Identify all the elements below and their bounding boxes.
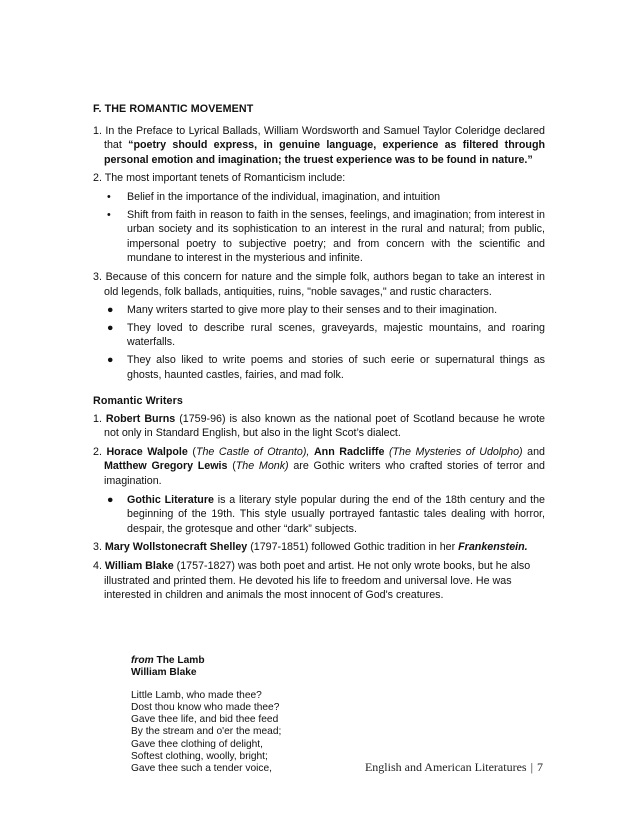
poem-line: By the stream and o'er the mead; bbox=[131, 726, 282, 738]
poem-line: Gave thee such a tender voice, bbox=[131, 763, 273, 775]
page-footer bbox=[365, 760, 543, 775]
list-item bbox=[93, 493, 545, 537]
bullet-icon: ● bbox=[107, 493, 114, 506]
poem-author: William Blake bbox=[131, 667, 197, 679]
writers-traits-list bbox=[93, 303, 545, 382]
list-item bbox=[93, 353, 545, 382]
writer-3-work: Frankenstein. bbox=[458, 541, 528, 554]
writer-4-name: William Blake bbox=[104, 560, 174, 573]
list-item bbox=[93, 303, 545, 318]
paragraph-1-text: 1. In the Preface to Lyrical Ballads, William Wordsworth and Samuel Taylor Coleridge declared that bbox=[93, 124, 545, 152]
writer-3 bbox=[93, 540, 545, 555]
writer-4-text: (1757-1827) was both poet and artist. He not only wrote books, but he also illustrated and printed them. He devoted his life to freedom and universal love. He was interested in children and animals the most innocent of God's creatures. bbox=[104, 560, 531, 602]
bullet-icon: ● bbox=[107, 321, 114, 334]
poem-title bbox=[131, 655, 281, 667]
gothic-list bbox=[93, 493, 545, 537]
writers-heading: Romantic Writers bbox=[93, 395, 183, 408]
writer-2-text: ( bbox=[227, 460, 236, 473]
spacer bbox=[93, 386, 545, 394]
poem-line: Dost thou know who made thee? bbox=[131, 701, 280, 713]
poem-line: Softest clothing, woolly, bright; bbox=[131, 751, 268, 763]
bullet-icon: ● bbox=[107, 353, 114, 366]
tenets-list bbox=[93, 190, 545, 266]
list-item-text: Belief in the importance of the individual, imagination, and intuition bbox=[127, 190, 441, 203]
bullet-icon: • bbox=[107, 208, 111, 221]
list-item-text: They also liked to write poems and stories of such eerie or supernatural things as ghosts, haunted castles, fairies, and mad folk. bbox=[127, 353, 545, 381]
writer-1-name: Robert Burns bbox=[105, 412, 176, 425]
paragraph-1-quote: “poetry should express, in genuine language, experience as filtered through personal emotion and imagination; the truest experience was to be found in nature.” bbox=[104, 139, 546, 166]
writer-2-name-radcliffe: Ann Radcliffe bbox=[313, 445, 385, 458]
poem-line: Little Lamb, who made thee? bbox=[131, 689, 262, 701]
writer-4 bbox=[93, 559, 545, 603]
writer-4-number: 4. bbox=[93, 560, 105, 573]
paragraph-2: 2. The most important tenets of Romanticism include: bbox=[93, 172, 346, 185]
footer-separator: | bbox=[530, 760, 533, 774]
list-item-text: They loved to describe rural scenes, graveyards, majestic mountains, and roaring waterfalls. bbox=[127, 321, 545, 349]
paragraph-3: 3. Because of this concern for nature and the simple folk, authors began to take an interest in old legends, folk ballads, antiquities, ruins, "noble savages," and rustic characters. bbox=[93, 270, 545, 298]
list-item bbox=[93, 321, 545, 350]
poem-from: from bbox=[131, 655, 154, 666]
writer-1 bbox=[93, 412, 545, 441]
poem-excerpt bbox=[131, 655, 281, 776]
list-item-text: Shift from faith in reason to faith in the senses, feelings, and imagination; from interest in urban society and its sophistication to an interest in the rural and natural; from public, impersonal poetry to subjective poetry; and from concern with the scientific and mundane to interest in the mysterious and infinite. bbox=[127, 208, 545, 265]
writer-3-text: (1797-1851) followed Gothic tradition in her bbox=[247, 541, 459, 554]
writer-2-work-udolpho: (The Mysteries of Udolpho) bbox=[384, 445, 523, 458]
bullet-icon: ● bbox=[107, 304, 114, 317]
main-content bbox=[93, 102, 545, 607]
list-item-text: Many writers started to give more play to their senses and to their imagination. bbox=[127, 304, 498, 317]
bullet-icon: • bbox=[107, 190, 111, 203]
list-item bbox=[93, 190, 545, 205]
writer-2-text: ( bbox=[187, 445, 196, 458]
writer-2 bbox=[93, 445, 545, 489]
poem-line: Gave thee clothing of delight, bbox=[131, 738, 263, 750]
poem-title-text: The Lamb bbox=[153, 655, 205, 666]
footer-title: English and American Literatures bbox=[364, 760, 527, 774]
writer-2-text: are Gothic writers who crafted stories of terror and imagination. bbox=[104, 460, 545, 488]
poem-line: Gave thee life, and bid thee feed bbox=[131, 714, 279, 726]
list-item-text: is a literary style popular during the end of the 18th century and the beginning of the 19th. This style usually portrayed fantastic tales dealing with horror, despair, the grotesque and other “dark” subjects. bbox=[127, 493, 546, 535]
writer-2-work-otranto: The Castle of Otranto), bbox=[195, 445, 310, 458]
writer-3-number: 3. bbox=[93, 541, 105, 554]
list-item bbox=[93, 208, 545, 266]
gothic-term: Gothic Literature bbox=[127, 493, 214, 506]
writer-3-name: Mary Wollstonecraft Shelley bbox=[104, 541, 248, 554]
writer-2-text: and bbox=[522, 445, 545, 458]
writer-2-name-lewis: Matthew Gregory Lewis bbox=[104, 460, 228, 473]
writer-2-name-walpole: Horace Walpole bbox=[106, 445, 188, 458]
writer-2-work-monk: The Monk) bbox=[235, 460, 289, 473]
writer-1-text: (1759-96) is also known as the national poet of Scotland because he wrote not only in Standard English, but also in the light Scot’s dialect. bbox=[104, 412, 545, 440]
writer-1-number: 1. bbox=[93, 412, 106, 425]
page-number: 7 bbox=[537, 760, 543, 774]
section-heading: F. THE ROMANTIC MOVEMENT bbox=[93, 103, 254, 115]
writer-2-number: 2. bbox=[93, 445, 107, 458]
paragraph-1 bbox=[93, 124, 545, 168]
